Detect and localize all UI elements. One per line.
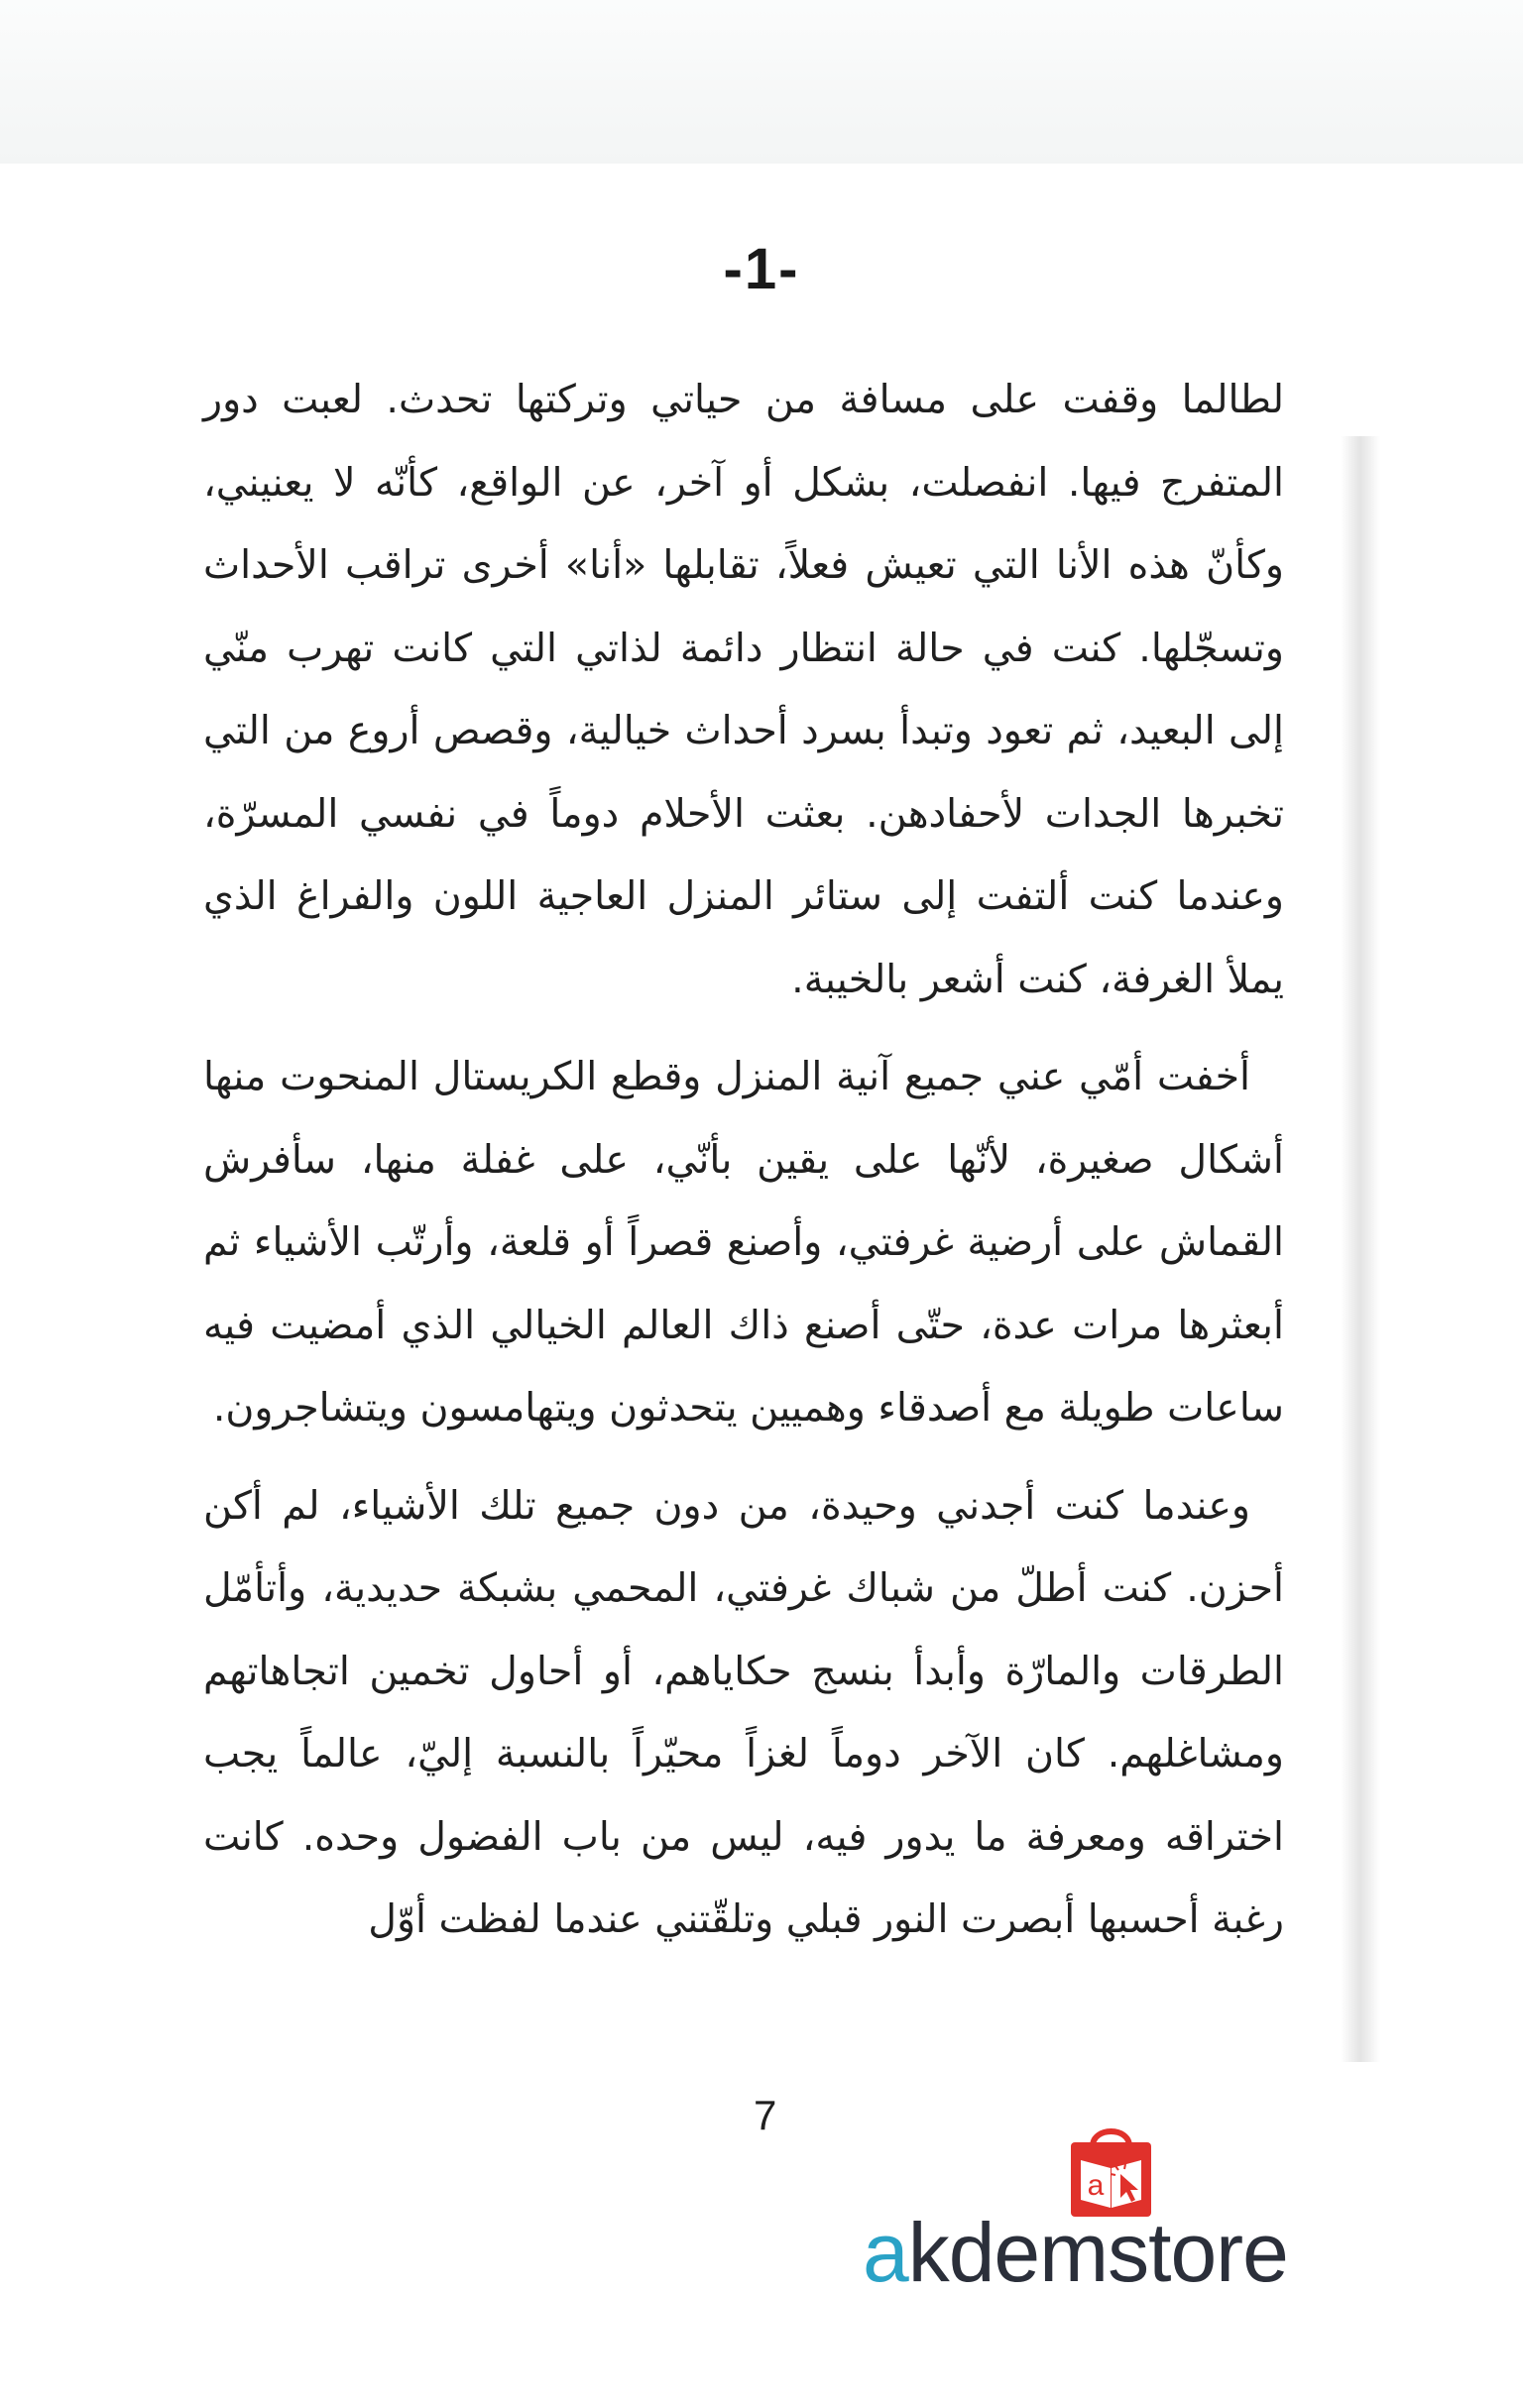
chapter-number: -1- xyxy=(723,237,800,301)
akdemstore-logo xyxy=(863,2117,1378,2315)
wordmark-a: a xyxy=(863,2206,908,2299)
page-number: 7 xyxy=(754,2092,777,2138)
svg-text:a: a xyxy=(1087,2169,1105,2202)
paragraph-3: وعندما كنت أجدني وحيدة، من دون جميع تلك الأشياء، لم أكن أحزن. كنت أطلّ من شباك غرفتي، المحمي بشبكة حديدية، وأتأمّل الطرقات والمارّة وأبدأ بنسج حكاياهم، أو أحاول تخمين اتجاهاتهم ومشاغلهم. كان الآخر دوماً لغزاً محيّراً بالنسبة إليّ، عالماً يجب اختراقه ومعرفة ما يدور فيه، ليس من باب الفضول وحده. كانت رغبة أحسبها أبصرت النور قبلي وتلقّتني عندما لفظت أوّل xyxy=(203,1482,1284,1942)
wordmark-rest: kdemstore xyxy=(907,2206,1288,2299)
paragraph-1: لطالما وقفت على مسافة من حياتي وتركتها تحدث. لعبت دور المتفرج فيها. انفصلت، بشكل أو آخر، عن الواقع، كأنّه لا يعنيني، وكأنّ هذه الأنا التي تعيش فعلاً، تقابلها «أنا» أخرى تراقب الأحداث وتسجّلها. كنت في حالة انتظار دائمة لذاتي التي كانت تهرب منّي إلى البعيد، ثم تعود وتبدأ بسرد أحداث خيالية، وقصص أروع من التي تخبرها الجدات لأحفادهن. بعثت الأحلام دوماً في نفسي المسرّة، وعندما كنت ألتفت إلى ستائر المنزل العاجية اللون والفراغ الذي يملأ الغرفة، كنت أشعر بالخيبة. xyxy=(203,377,1284,1002)
page-gutter-shadow xyxy=(1341,436,1380,2062)
chapter-body-text xyxy=(203,359,1284,1977)
scan-top-margin xyxy=(0,0,1523,164)
store-wordmark xyxy=(863,2198,1288,2307)
paragraph-2: أخفت أمّي عني جميع آنية المنزل وقطع الكريستال المنحوت منها أشكال صغيرة، لأنّها على يقين بأنّي، على غفلة منها، سأفرش القماش على أرضية غرفتي، وأصنع قصراً أو قلعة، وأرتّب الأشياء ثم أبعثرها مرات عدة، حتّى أصنع ذاك العالم الخيالي الذي أمضيت فيه ساعات طويلة مع أصدقاء وهميين يتحدثون ويتهامسون ويتشاجرون. xyxy=(203,1054,1284,1431)
